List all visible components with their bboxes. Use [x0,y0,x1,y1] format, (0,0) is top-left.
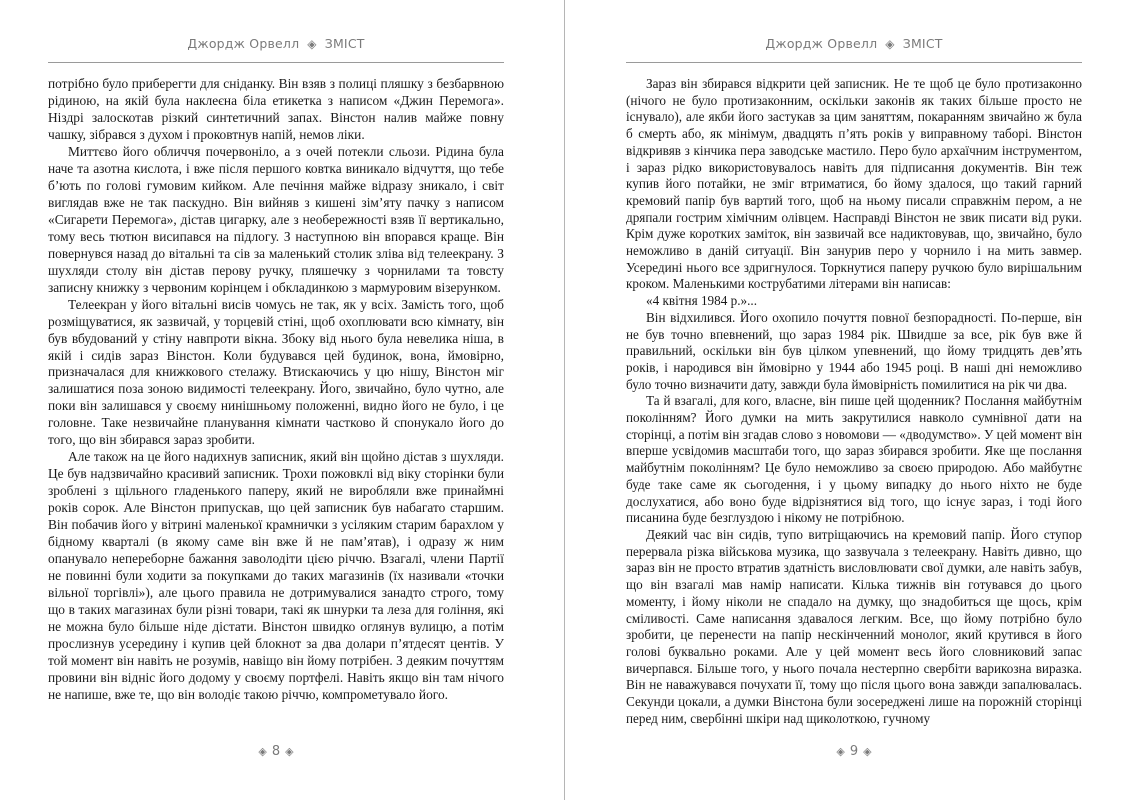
paragraph: Та й взагалі, для кого, власне, він пише цей щоденник? Послання майбутнім поколінням? Його думки на мить закрутилися навколо сумнівної дати на сторінці, а потім він згадав слово з новомови — «дводумство». У цей момент він вперше усвідомив масштаби того, що зараз збирався зробити. Яке ще послання майбутнім поколінням? Це було неможливо за своєю природою. Або майбутнє буде таке саме як сьогодення, і у цьому випадку до нього ніхто не буде дослухатися, або воно буде відрізнятися від того, що існує зараз, і тоді його писанина буде безглуздою і нікому не потрібною. [626,393,1082,526]
page-folio [48,744,504,759]
paragraph: Деякий час він сидів, тупо витріщаючись на кремовий папір. Його ступор перервала різка військова музика, що зазвучала з телеекрану. Навіть дивно, що зараз він не просто втратив здатність висловлювати свої думки, але навіть забув, що він взагалі мав намір написати. Кілька тижнів він готувався до цього моменту, і йому ніколи не спадало на думку, що знадобиться ще щось, крім сміливості. Саме написання здавалося легким. Все, що йому потрібно було зробити, це перенести на папір нескінченний монолог, який крутився в його голові буквально роками. Але у цей момент весь його словниковий запас вичерпався. Більше того, у нього почала нестерпно свербіти варикозна виразка. Він не наважувався почухати її, тому що після цього вона завжди запалювалась. Секунди цокали, а думки Вінстона були зосереджені лише на порожній сторінці перед ним, свербінні шкіри над щиколоткою, гучному [626,526,1082,726]
diamond-ornament-icon: ◈ [885,37,895,51]
page-folio [626,744,1082,759]
page-number: 8 [271,744,281,759]
diamond-ornament-icon: ◈ [258,745,267,758]
running-header [48,36,504,51]
diamond-ornament-icon: ◈ [307,37,317,51]
right-page [626,0,1082,800]
paragraph: Він відхилився. Його охопило почуття повної безпорадності. По-перше, він не був точно впевнений, що зараз 1984 рік. Швидше за все, рік був вже й правильний, оскільки він був цілком упевнений, що йому тридцять дев’ять років, і народився він ймовірно у 1944 або 1945 році. В наші дні неможливо було точно визначити дату, завжди була ймовірність помилитися на рік чи два. [626,309,1082,392]
header-section: ЗМІСТ [324,36,365,51]
diamond-ornament-icon: ◈ [863,745,872,758]
diamond-ornament-icon: ◈ [285,745,294,758]
body-text [626,76,1082,727]
header-rule [48,62,504,63]
paragraph: Миттєво його обличчя почервоніло, а з очей потекли сльози. Рідина була наче та азотна кислота, і вже після першого ковтка виникало відчуття, що тебе б’ють по голові гумовим кийком. Але печіння майже відразу зникало, і світ виглядав вже не так паскудно. Він вийняв з кишені зім’яту пачку з написом «Сигарети Перемога», дістав цигарку, але з необережності взяв її вертикально, тому весь тютюн висипався на підлогу. З наступною він впорався краще. Він повернувся назад до вітальні та сів за маленький столик зліва від телеекрану. З шухляди столу він дістав перову ручку, пляшечку з чорнилами та товсту записну книжку з червоним корінцем і обкладинкою з мармуровим візерунком. [48,143,504,295]
paragraph: «4 квітня 1984 р.»... [646,293,758,309]
header-author: Джордж Орвелл [187,36,300,51]
running-header [626,36,1082,51]
page-number: 9 [849,744,859,759]
paragraph: потрібно було приберегти для сніданку. Він взяв з полиці пляшку з безбарвною рідиною, на якій була наклеєна біла етикетка з написом «Джин Перемога». Ніздрі залоскотав різкий синтетичний запах. Вінстон налив майже повну чашку, зібрався з духом і проковтнув напій, немов ліки. [48,76,504,142]
body-text [48,76,504,704]
paragraph: Зараз він збирався відкрити цей записник. Не те щоб це було протизаконно (нічого не було протизаконним, оскільки законів як таких більше просто не існувало), але якби його застукав за цим заняттям, покаранням звичайно ж була б смерть або, як мінімум, двадцять п’ять років у виправному таборі. Вінстон відкривяв з кінчика пера заводське мастило. Перо було архаїчним інструментом, і зараз рідко використовувалось навіть для підписання документів. Він теж купив його потайки, не зміг втриматися, бо йому здалося, що такий гарний кремовий папір був вартий того, щоб на ньому писали справжнім пером, а не дряпали гострим хімічним олівцем. Насправді Вінстон не звик писати від руки. Крім дуже коротких заміток, він зазвичай все надиктовував, що, звичайно, було неможливо в даній ситуації. Він занурив перо у чорнило і на мить завмер. Усередині нього все здригнулося. Торкнутися паперу ручкою було вирішальним кроком. Маленькими кострубатими літерами він написав: [626,76,1082,292]
paragraph: Телеекран у його вітальні висів чомусь не так, як у всіх. Замість того, щоб розміщуватися, як зазвичай, у торцевій стіні, щоб охоплювати всю кімнату, він був вбудований у стіну навпроти вікна. Збоку від нього була невелика ніша, в якій і сидів зараз Вінстон. Коли будувався цей будинок, вона, ймовірно, призначалася для книжкового стелажу. Втискаючись у цю нішу, Вінстон міг залишатися поза зоною видимості телеекрану. Його, звичайно, було чутно, але поки він залишався у своєму нинішньому положенні, видно його не було, і це головне. Таке незвичайне планування кімнати частково й спонукало його до того, що він збирався зараз зробити. [48,296,504,448]
header-rule [626,62,1082,63]
left-page [48,0,504,800]
header-section: ЗМІСТ [902,36,943,51]
paragraph: Але також на це його надихнув записник, який він щойно дістав з шухляди. Це був надзвичайно красивий записник. Трохи пожовклі від віку сторінки були зроблені з щільного гладенького паперу, який не виробляли вже принаймні років сорок. Але Вінстон припускав, що цей записник був набагато старшим. Він побачив його у вітрині маленької крамнички з усіляким старим барахлом у бідному кварталі (в якому саме він вже й не пам’ятав), і одразу ж ним опанувало непереборне бажання заволодіти цією річчю. Взагалі, члени Партії не повинні були ходити за покупками до таких магазинів (їх називали «точки вільної торгівлі»), але цього правила не дотримувалися занадто строго, тому що в таких магазинах були різні товари, такі як шнурки та леза для гоління, які не можна було більше ніде дістати. Вінстон швидко оглянув вулицю, а потім прослизнув усередину і купив цей блокнот за два долари п’ятдесят центів. У той момент він навіть не розумів, навіщо він йому потрібен. З деяким почуттям провини він відніс його додому у своєму портфелі. Навіть якщо він там нічого не напише, вже те, що він володіє такою річчю, компрометувало його. [48,449,504,702]
header-author: Джордж Орвелл [765,36,878,51]
diamond-ornament-icon: ◈ [836,745,845,758]
page-gutter-divider [564,0,565,800]
